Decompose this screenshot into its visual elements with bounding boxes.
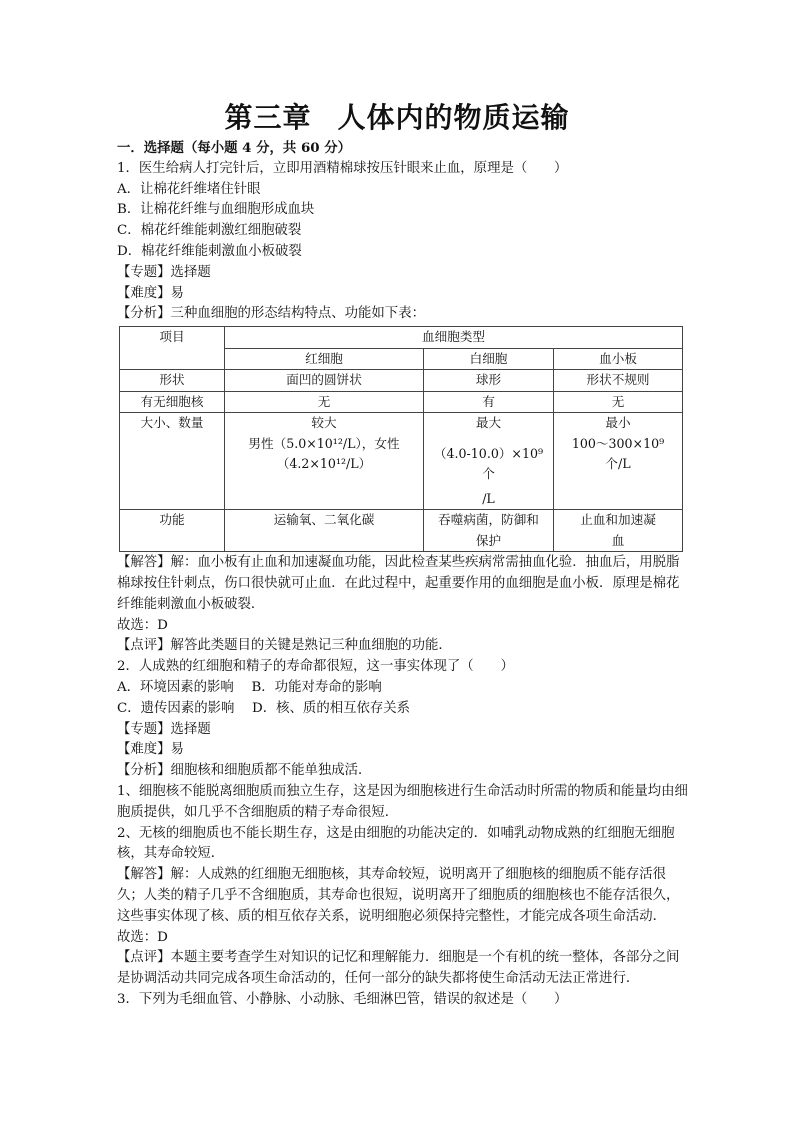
- cell-line: 最小: [605, 415, 631, 431]
- q2-stem: 2．人成熟的红细胞和精子的寿命都很短，这一事实体现了（ ）: [117, 659, 514, 675]
- cell-line: 吞噬病菌，防御和: [438, 512, 539, 528]
- table-cell: 无: [225, 391, 424, 413]
- cell-line: 最大: [475, 415, 502, 431]
- q2-options-cd: C．遗传因素的影响 D．核、质的相互依存关系: [117, 700, 411, 716]
- table-cell: 有: [424, 391, 554, 413]
- q2-topic: 【专题】选择题: [117, 721, 211, 737]
- chapter-title: [0, 98, 794, 138]
- table-cell: [424, 510, 554, 552]
- cell-line: 100～300×10⁹: [571, 435, 665, 451]
- section-heading: 一．选择题（每小题 4 分，共 60 分）: [117, 140, 352, 156]
- q2-options-ab: A．环境因素的影响 B．功能对寿命的影响: [117, 679, 382, 695]
- cell-line: 保护: [475, 532, 502, 548]
- q2-choice: 故选：D: [117, 929, 168, 945]
- table-cell: 运输氧、二氧化碳: [225, 510, 424, 552]
- table-cell: [424, 413, 554, 510]
- cell-line: 男性（5.0×10¹²/L），女性: [248, 435, 400, 451]
- q1-comment: 【点评】解答此类题目的关键是熟记三种血细胞的功能．: [117, 638, 452, 654]
- q1-choice: 故选：D: [117, 617, 168, 633]
- blood-cell-table: [119, 326, 683, 552]
- cell-line: 较大: [311, 415, 337, 431]
- q1-option-d: D．棉花纤维能刺激血小板破裂: [117, 243, 302, 259]
- q2-answer: 【解答】解：人成熟的红细胞无细胞核，其寿命较短，说明离开了细胞核的细胞质不能存活很久；人类的精子几乎不含细胞质，其寿命也很短，说明离开了细胞质的细胞核也不能存活很久，这些事实体现了核、质的相互依存关系，说明细胞必须保持完整性，才能完成各项生命活动．: [117, 867, 680, 924]
- document-body: [117, 138, 692, 1011]
- table-col-red: 红细胞: [225, 348, 424, 370]
- cell-line: 血: [611, 532, 625, 548]
- q2-point-1: 1、细胞核不能脱离细胞质而独立生存，这是因为细胞核进行生命活动时所需的物质和能量均由细胞质提供，如几乎不含细胞质的精子寿命很短．: [117, 783, 688, 820]
- table-cell: 球形: [424, 370, 554, 392]
- table-header-type: 血细胞类型: [225, 327, 683, 349]
- q1-topic: 【专题】选择题: [117, 264, 211, 280]
- table-cell: 面凹的圆饼状: [225, 370, 424, 392]
- q3-stem: 3．下列为毛细血管、小静脉、小动脉、毛细淋巴管，错误的叙述是（ ）: [117, 991, 568, 1007]
- table-cell: 无: [554, 391, 683, 413]
- cell-line: 个/L: [605, 456, 631, 472]
- q1-analysis: 【分析】三种血细胞的形态结构特点、功能如下表：: [117, 306, 425, 322]
- cell-line: （4.0-10.0）×10⁹ 个: [433, 445, 544, 482]
- cell-line: （4.2×10¹²/L）: [276, 456, 372, 472]
- table-col-white: 白细胞: [424, 348, 554, 370]
- q2-point-2: 2、无核的细胞质也不能长期生存，这是由细胞的功能决定的．如哺乳动物成熟的红细胞无细胞核，其寿命较短．: [117, 825, 675, 862]
- q1-difficulty: 【难度】易: [117, 285, 184, 301]
- table-cell: [554, 510, 683, 552]
- chapter-number: 第三章: [224, 101, 312, 134]
- q1-option-a: A．让棉花纤维堵住针眼: [117, 181, 261, 197]
- q1-stem: 1．医生给病人打完针后，立即用酒精棉球按压针眼来止血，原理是（ ）: [117, 160, 568, 176]
- table-cell: [225, 413, 424, 510]
- q2-comment: 【点评】本题主要考查学生对知识的记忆和理解能力．细胞是一个有机的统一整体，各部分之间是协调活动共同完成各项生命活动的，任何一部分的缺失都将使生命活动无法正常进行．: [117, 950, 680, 987]
- cell-line: /L: [482, 490, 495, 506]
- table-row-label: 大小、数量: [120, 413, 225, 510]
- table-row-label: 形状: [120, 370, 225, 392]
- table-cell: 形状不规则: [554, 370, 683, 392]
- q1-answer: 【解答】解：血小板有止血和加速凝血功能，因此检查某些疾病常需抽血化验．抽血后，用脱脂棉球按住针刺点，伤口很快就可止血．在此过程中，起重要作用的血细胞是血小板．原理是棉花纤维能刺激血小板破裂．: [117, 555, 680, 612]
- q2-analysis: 【分析】细胞核和细胞质都不能单独成活．: [117, 763, 372, 779]
- chapter-name: 人体内的物质运输: [337, 101, 570, 134]
- table-row-label: 功能: [120, 510, 225, 552]
- table-header-item: 项目: [120, 327, 225, 370]
- table-col-platelet: 血小板: [554, 348, 683, 370]
- q1-option-b: B．让棉花纤维与血细胞形成血块: [117, 202, 315, 218]
- table-row-label: 有无细胞核: [120, 391, 225, 413]
- q1-option-c: C．棉花纤维能刺激红细胞破裂: [117, 223, 302, 239]
- table-cell: [554, 413, 683, 510]
- cell-line: 止血和加速凝: [580, 512, 656, 528]
- q2-difficulty: 【难度】易: [117, 742, 184, 758]
